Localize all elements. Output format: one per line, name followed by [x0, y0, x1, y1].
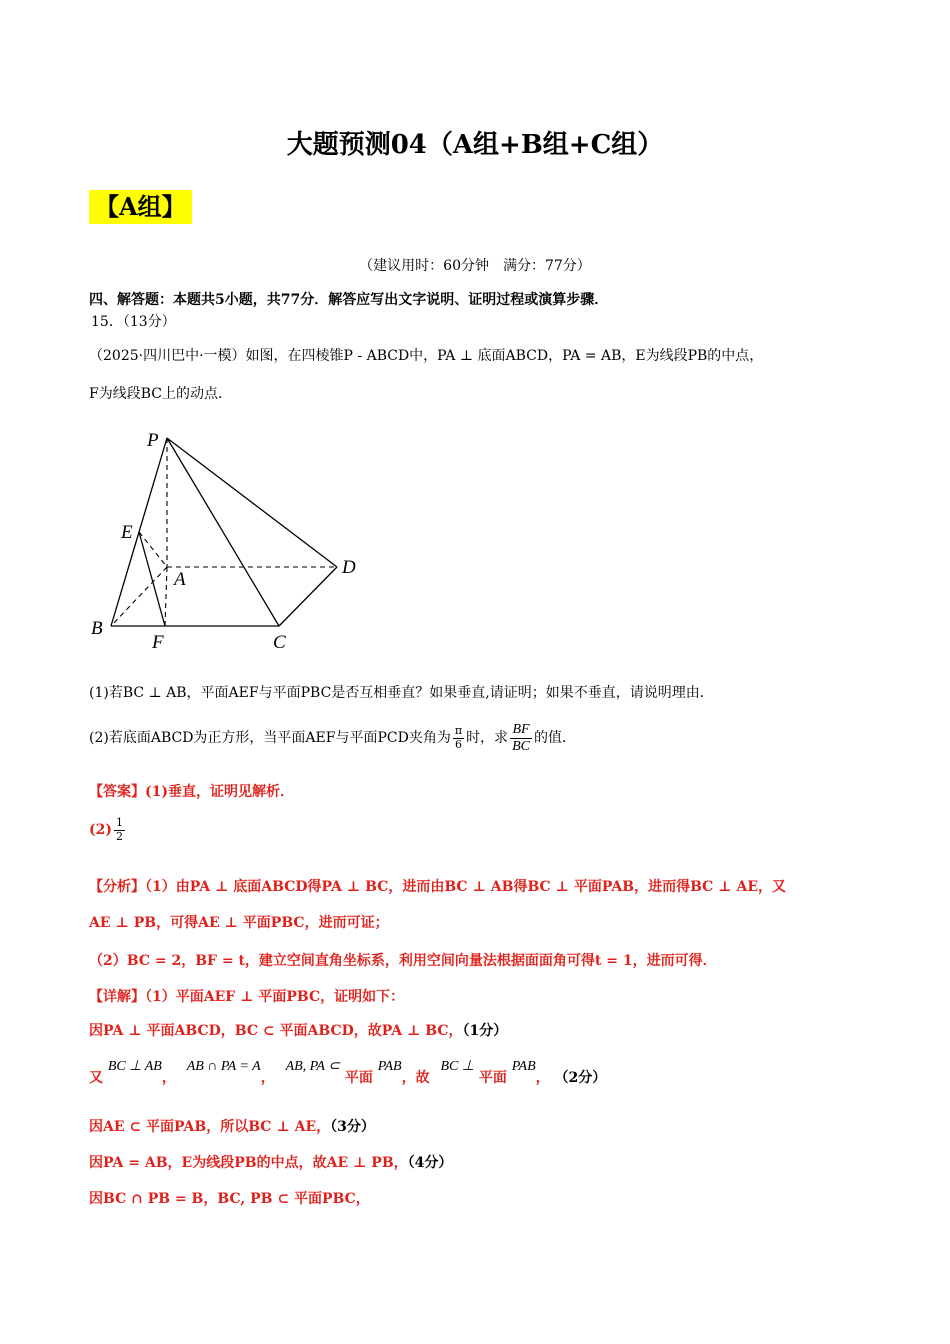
detail-line-2-text: 因PA ⊥ 平面ABCD，BC ⊂ 平面ABCD，故PA ⊥ BC， [89, 1023, 463, 1039]
score-4: （4分） [407, 1155, 453, 1171]
problem-statement: （2025·四川巴中·一模）如图，在四棱锥P - ABCD中，PA ⊥ 底面ABCD，PA = AB，E为线段PB的中点， [89, 348, 764, 364]
analysis-line-1: 【分析】（1）由PA ⊥ 底面ABCD得PA ⊥ BC，进而由BC ⊥ AB得BC ⊥ 平面PAB，进而得BC ⊥ AE，又 [89, 879, 787, 895]
question-1: (1)若BC ⊥ AB，平面AEF与平面PBC是否互相垂直？如果垂直,请证明；如果不垂直，请说明理由． [89, 685, 714, 701]
detail-line-3-comma: ， [161, 1070, 176, 1086]
detail-line-6: 因BC ∩ PB = B，BC, PB ⊂ 平面PBC， [89, 1191, 370, 1207]
label-c: C [273, 632, 286, 653]
question-2-text-c: 的值． [533, 730, 576, 746]
pi-over-6-fraction [453, 725, 464, 750]
detail-line-2 [89, 1020, 507, 1040]
detail-line-3-comma-2: ， [260, 1070, 275, 1086]
frac-den: 2 [116, 829, 123, 843]
edge-cd [279, 567, 337, 626]
edge-pc [167, 438, 279, 626]
label-f: F [152, 632, 164, 653]
detail-line-3-bc-perp-ab: BC ⊥ AB [107, 1059, 162, 1074]
detail-line-3-subset: AB, PA ⊂ [285, 1059, 340, 1074]
pyramid-figure [85, 420, 385, 660]
section-header: 四、解答题：本题共5小题，共77分．解答应写出文字说明、证明过程或演算步骤． [89, 292, 609, 308]
detail-line-5 [89, 1152, 452, 1172]
problem-number: 15．（13分） [91, 314, 176, 330]
bf-over-bc-fraction [510, 722, 532, 754]
detail-line-4 [89, 1116, 375, 1136]
score-2: （2分） [554, 1070, 607, 1086]
detail-line-3-plane: 平面 [344, 1070, 373, 1086]
analysis-line-2: AE ⊥ PB，可得AE ⊥ 平面PBC，进而可证； [89, 915, 389, 931]
segment-ef [139, 532, 165, 626]
detail-line-3-comma-3: ， [535, 1070, 550, 1086]
one-half-fraction [114, 817, 125, 842]
group-a-tag: 【A组】 [89, 190, 192, 224]
frac-num: 1 [116, 816, 123, 830]
answer-part-2 [89, 812, 127, 848]
segment-af [165, 567, 167, 626]
page-title: 大题预测04（A组+B组+C组） [286, 130, 664, 160]
detail-line-1: 【详解】（1）平面AEF ⊥ 平面PBC，证明如下： [89, 989, 405, 1005]
label-b: B [91, 618, 103, 639]
detail-line-3 [89, 1059, 607, 1089]
answer-label: 【答案】(1)垂直，证明见解析． [89, 784, 294, 800]
question-2-text-a: (2)若底面ABCD为正方形，当平面AEF与平面PCD夹角为 [89, 730, 451, 746]
analysis-line-3: （2）BC = 2，BF = t，建立空间直角坐标系，利用空间向量法根据面面角可得t = 1，进而可得． [89, 953, 717, 969]
label-a: A [174, 569, 186, 590]
frac-num: π [454, 724, 463, 738]
detail-line-3-bc-perp: BC ⊥ [440, 1059, 475, 1074]
question-2-text-b: 时，求 [466, 730, 509, 746]
detail-line-5-text: 因PA = AB，E为线段PB的中点，故AE ⊥ PB， [89, 1155, 408, 1171]
score-1: （1分） [462, 1023, 508, 1039]
answer-part-2-label: (2) [89, 822, 112, 838]
label-e: E [121, 522, 133, 543]
score-3: （3分） [330, 1119, 375, 1135]
detail-line-3-therefore: ，故 [401, 1070, 430, 1086]
detail-line-3-pab: PAB [377, 1059, 402, 1074]
detail-line-3-pab-2: PAB [511, 1059, 536, 1074]
problem-statement-2: F为线段BC上的动点． [89, 386, 232, 402]
edge-pd [167, 438, 337, 567]
label-d: D [342, 557, 356, 578]
frac-den: 6 [454, 737, 462, 751]
detail-line-3-intersection: AB ∩ PA = A [186, 1059, 261, 1074]
detail-line-3-plane-2: 平面 [478, 1070, 507, 1086]
time-note: （建议用时：60分钟 满分：77分） [359, 258, 591, 274]
frac-num: BF [510, 722, 532, 738]
frac-den: BC [512, 738, 530, 754]
detail-line-3-you: 又 [89, 1070, 103, 1086]
question-2 [89, 716, 576, 760]
label-p: P [147, 430, 159, 451]
detail-line-4-text: 因AE ⊂ 平面PAB，所以BC ⊥ AE， [89, 1119, 331, 1135]
